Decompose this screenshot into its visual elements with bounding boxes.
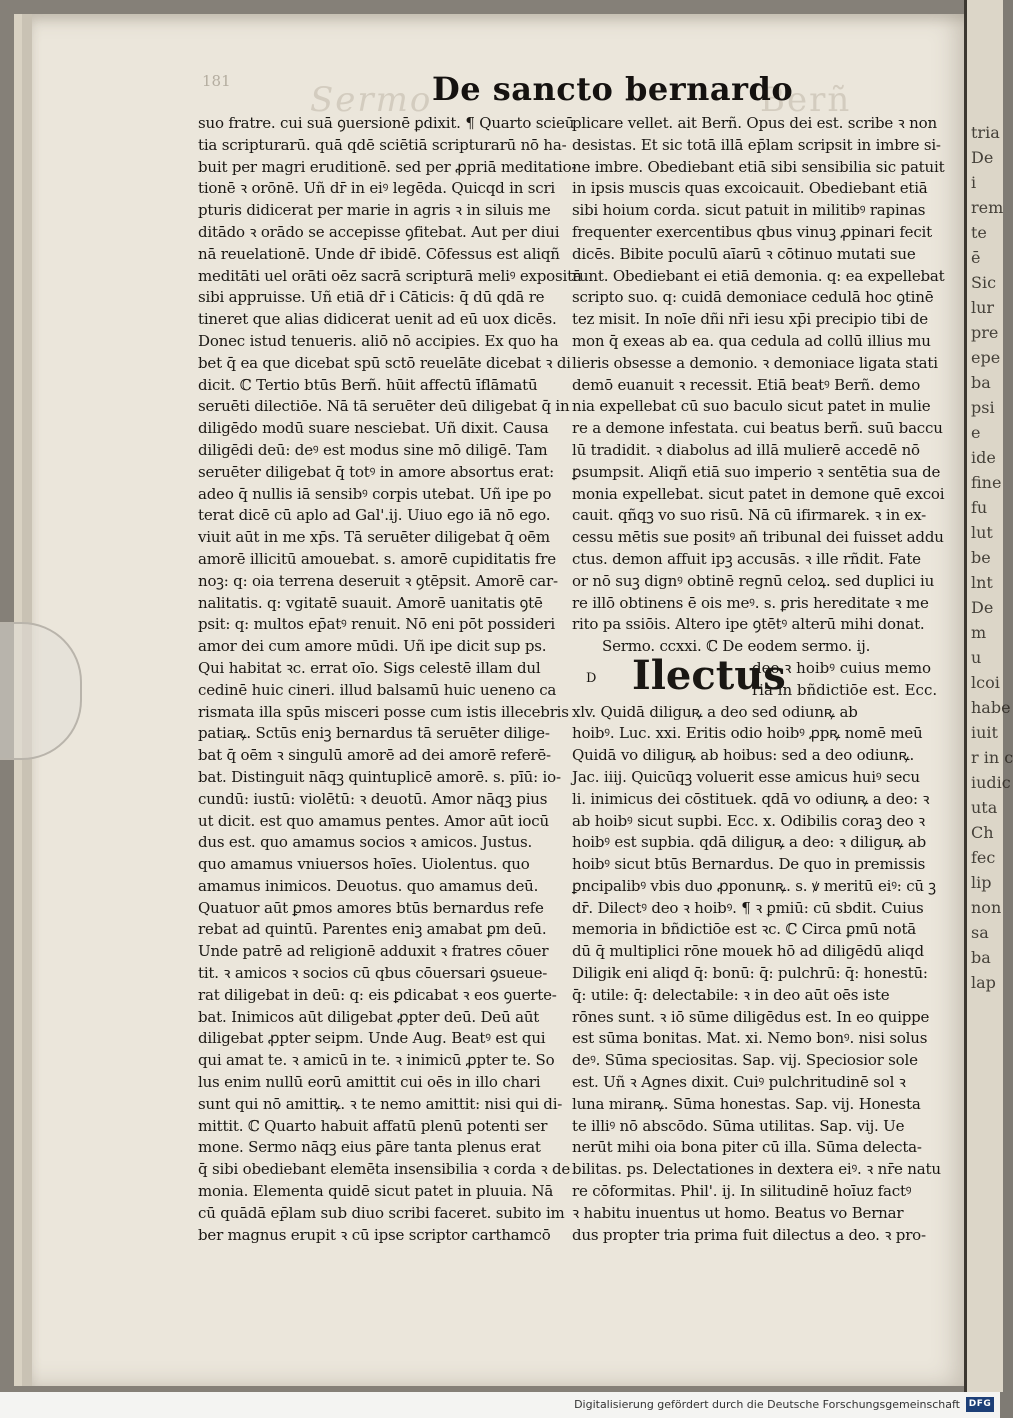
- next-page-fragment: ē: [971, 248, 981, 267]
- text-line: ne imbre. Obediebant etiā sibi sensibilia sic patuit: [572, 157, 945, 176]
- text-line: nalitatis. q: vgitatē suauit. Amorē uanitatis ꝯtē: [198, 593, 543, 612]
- text-line: te illiꝰ nō abscōdo. Sūma utilitas. Sap. vij. Ue: [572, 1116, 905, 1135]
- next-page-fragment: iudic: [971, 773, 1011, 792]
- text-line: re illō obtinens ē ois meꝰ. s. ꝑris hereditate ꝛ me: [572, 593, 929, 612]
- text-line: bilitas. ps. Delectationes in dextera eiꝰ. ꝛ nr̄e natu: [572, 1160, 941, 1179]
- dfg-logo: DFG: [966, 1397, 994, 1412]
- text-line: scripto suo. q: cuidā demoniace cedulā hoc ꝯtinē: [572, 288, 934, 307]
- text-line: ꝛ habitu inuentus ut homo. Beatus vo Bernar: [572, 1203, 904, 1222]
- text-line: demō euanuit ꝛ recessit. Etiā beatꝰ Berñ. demo: [572, 375, 921, 394]
- text-line: dū q̄ multiplici rōne mouek hō ad diligēdū aliqd: [572, 942, 924, 961]
- bleed-through-right: Berñ: [760, 80, 852, 120]
- text-line: dicit. ℂ Tertio btūs Berñ. hūit affectū īflāmatū: [198, 375, 538, 394]
- text-line: adeo q̄ nullis iā sensibꝰ corpis utebat. Uñ ipe po: [198, 484, 552, 503]
- initial-line-1: deo ꝛ hoibꝰ cuius memo: [752, 658, 932, 677]
- text-line: rebat ad quintū. Parentes eniꝫ amabat ꝑm deū.: [198, 920, 547, 939]
- text-line: ditādo ꝛ orādo se accepisse ꝯfitebat. Aut per diui: [198, 222, 560, 241]
- next-page-fragment: non: [971, 898, 1002, 917]
- text-line: xlv. Quidā diliguꝶ a deo sed odiunꝶ ab: [572, 702, 858, 721]
- text-line: diligēdi deū: deꝰ est modus sine mō diligē. Tam: [198, 440, 548, 459]
- text-line: or nō suꝫ dignꝰ obtinē regnū celoꝝ. sed duplici iu: [572, 571, 935, 590]
- text-line: dicēs. Bibite poculū aīarū ꝛ cōtinuo mutati sue: [572, 244, 916, 263]
- text-line: q̄: utile: q̄: delectabile: ꝛ in deo aūt oēs iste: [572, 985, 890, 1004]
- next-page-fragment: Ch: [971, 823, 994, 842]
- next-page-fragments: [967, 0, 1013, 995]
- text-line: viuit aūt in me xp̄s. Tā seruēter diligebat q̄ oēm: [198, 528, 550, 547]
- text-line: bat q̄ oēm ꝛ singulū amorē ad dei amorē referē-: [198, 746, 551, 765]
- text-line: est. Uñ ꝛ Agnes dixit. Cuiꝰ pulchritudinē sol ꝛ: [572, 1073, 906, 1092]
- next-page-fragment: pre: [971, 323, 999, 342]
- text-line: runt. Obediebant ei etiā demonia. q: ea expellebat: [572, 266, 945, 285]
- text-line: lus enim nullū eorū amittit cui oēs in illo chari: [198, 1073, 541, 1092]
- text-line: meditāti uel orāti oēz sacrā scripturā meliꝰ expositā: [198, 266, 582, 285]
- text-line: sunt qui nō amittiꝶ. ꝛ te nemo amittit: nisi qui di-: [198, 1094, 563, 1113]
- next-page-fragment: lut: [971, 523, 993, 542]
- next-page-fragment: iuit: [971, 723, 998, 742]
- next-page-fragment: u: [971, 648, 982, 667]
- next-page-fragment: i: [971, 173, 977, 192]
- text-line: patiaꝶ. Sctūs eniꝫ bernardus tā seruēter dilige-: [198, 724, 550, 743]
- text-line: rōnes sunt. ꝛ iō sūme diligēdus est. In eo quippe: [572, 1007, 930, 1026]
- next-page-fragment: fine: [971, 473, 1002, 492]
- next-page-fragment: habe: [971, 698, 1011, 717]
- text-line: desistas. Et sic totā illā ep̄lam scripsit in imbre si-: [572, 135, 941, 154]
- text-line: amor dei cum amore mūdi. Uñ ipe dicit sup ps.: [198, 637, 547, 656]
- text-line: hoibꝰ. Luc. xxi. Eritis odio hoibꝰ ꝓpꝶ nomē meū: [572, 724, 923, 743]
- text-line: ut dicit. est quo amamus pentes. Amor aūt iocū: [198, 811, 549, 830]
- next-page-fragment: epe: [971, 348, 1001, 367]
- next-page-fragment: m: [971, 623, 987, 642]
- text-line: hoibꝰ est supbia. qdā diliguꝶ a deo: ꝛ diliguꝶ ab: [572, 833, 927, 852]
- next-page-fragment: ba: [971, 948, 991, 967]
- text-line: ber magnus erupit ꝛ cū ipse scriptor carthamcō: [198, 1225, 551, 1244]
- bleed-through-heading: Sermo: [310, 80, 433, 120]
- next-page-fragment: ide: [971, 448, 996, 467]
- text-line: re a demone infestata. cui beatus berñ. suū baccu: [572, 419, 943, 438]
- next-page-fragment: fu: [971, 498, 988, 517]
- funding-notice: Digitalisierung gefördert durch die Deutsche Forschungsgemeinschaft: [574, 1398, 960, 1411]
- text-line: lieris obsesse a demonio. ꝛ demoniace ligata stati: [572, 353, 938, 372]
- text-line: rismata illa spūs misceri posse cum istis illecebris: [198, 702, 569, 721]
- text-line: deꝰ. Sūma speciositas. Sap. vij. Speciosior sole: [572, 1051, 918, 1070]
- text-line: in ipsis muscis quas excoicauit. Obediebant etiā: [572, 179, 928, 198]
- text-line: bet q̄ ea que dicebat spū sctō reuelāte dicebat ꝛ di: [198, 353, 571, 372]
- next-page-fragment: lap: [971, 973, 996, 992]
- text-line: bat. Inimicos aūt diligebat ꝓpter deū. Deū aūt: [198, 1007, 540, 1026]
- running-head: De sancto bernardo: [432, 70, 794, 108]
- text-line: seruēter diligebat q̄ totꝰ in amore absortus erat:: [198, 462, 555, 481]
- next-page-fragment: be: [971, 548, 991, 567]
- next-page-fragment: lcoi: [971, 673, 1000, 692]
- text-line: cessu mētis sue positꝰ añ tribunal dei fuisset addu: [572, 528, 944, 547]
- text-line: pturis didicerat per marie in agris ꝛ in siluis me: [198, 201, 551, 220]
- text-line: diligebat ꝓpter seipm. Unde Aug. Beatꝰ est qui: [198, 1029, 546, 1048]
- next-page-fragment: rem: [971, 198, 1004, 217]
- initial-paragraph-start: [572, 651, 940, 702]
- next-page-fragment: lnt: [971, 573, 993, 592]
- text-line: plicare vellet. ait Berñ. Opus dei est. scribe ꝛ non: [572, 114, 937, 132]
- text-line: cū quādā ep̄lam sub diuo scribi faceret. subito im: [198, 1203, 565, 1222]
- text-line: mon q̄ exeas ab ea. qua cedula ad collū illius mu: [572, 331, 931, 350]
- text-line: dus est. quo amamus socios ꝛ amicos. Justus.: [198, 833, 533, 852]
- text-line: mittit. ℂ Quarto habuit affatū plenū potenti ser: [198, 1116, 548, 1135]
- text-line: amorē illicitū amouebat. s. amorē cupiditatis fre: [198, 549, 556, 568]
- text-line: ꝑncipalibꝰ vbis duo ꝓponunꝶ. s. ꝟ meritū eiꝰ: cū ꝫ: [572, 876, 936, 895]
- right-text-column: [572, 113, 945, 1246]
- next-page-fragment: sa: [971, 923, 989, 942]
- text-line: memoria in bñdictiōe est ꝛc. ℂ Circa ꝑmū notā: [572, 920, 917, 939]
- text-line: diligēdo modū suare nesciebat. Uñ dixit. Causa: [198, 419, 549, 438]
- text-line: re cōformitas. Phil'. ij. In silitudinē hoīuz factꝰ: [572, 1182, 912, 1201]
- footer-bar: [0, 1392, 1000, 1418]
- text-line: Donec istud tenueris. aliō nō accipies. Ex quo ha: [198, 331, 559, 350]
- text-line: li. inimicus dei cōstituek. qdā vo odiunꝶ a deo: ꝛ: [572, 789, 930, 808]
- text-line: tit. ꝛ amicos ꝛ socios cū qbus cōuersari ꝯsueue-: [198, 964, 548, 983]
- text-line: Diligik eni aliqd q̄: bonū: q̄: pulchrū: q̄: honestū:: [572, 964, 928, 983]
- text-line: lū tradidit. ꝛ diabolus ad illā mulierē accedē nō: [572, 440, 920, 459]
- text-line: tez misit. In noīe dñi nr̄i iesu xp̄i precipio tibi de: [572, 310, 928, 329]
- text-line: frequenter exercentibus qbus vinuꝫ ꝓpinari fecit: [572, 222, 932, 241]
- right-column-top: [572, 113, 945, 636]
- text-line: nā reuelationē. Unde dr̄ ibidē. Cōfessus est aliqñ: [198, 244, 560, 263]
- text-line: suo fratre. cui suā ꝯuersionē ꝑdixit. ¶ Quarto scieū: [198, 114, 575, 132]
- text-line: cundū: iustū: violētū: ꝛ deuotū. Amor nāqꝫ pius: [198, 789, 548, 808]
- text-line: hoibꝰ sicut btūs Bernardus. De quo in premissis: [572, 855, 926, 874]
- text-line: est sūma bonitas. Mat. xi. Nemo bonꝰ. nisi solus: [572, 1029, 928, 1048]
- text-line: q̄ sibi obediebant elemēta insensibilia ꝛ corda ꝛ de: [198, 1160, 571, 1179]
- text-line: ꝑsumpsit. Aliqñ etiā suo imperio ꝛ sentētia sua de: [572, 462, 941, 481]
- next-page-fragment: De: [971, 148, 994, 167]
- right-column-bottom: [572, 702, 940, 1247]
- folio-number: 181: [202, 72, 231, 90]
- text-line: psit: q: multos ep̄atꝰ renuit. Nō eni pōt possideri: [198, 615, 555, 634]
- next-page-fragment: Sic: [971, 273, 997, 292]
- text-line: Jac. iiij. Quicūqꝫ voluerit esse amicus huiꝰ secu: [572, 767, 920, 786]
- text-line: sibi hoium corda. sicut patuit in militibꝰ rapinas: [572, 201, 926, 220]
- decorated-initial: Ilectus: [632, 651, 786, 699]
- text-line: Quidā vo diliguꝶ ab hoibus: sed a deo odiunꝶ.: [572, 746, 915, 765]
- text-line: rito pa ssiōis. Altero ipe ꝯtētꝰ alterū mihi donat.: [572, 615, 925, 634]
- next-page-fragment: lip: [971, 873, 992, 892]
- text-line: seruēti dilectiōe. Nā tā seruēter deū diligebat q̄ in: [198, 397, 570, 416]
- next-page-fragment: fec: [971, 848, 996, 867]
- text-line: Unde patrē ad religionē adduxit ꝛ fratres cōuer: [198, 942, 549, 961]
- sermo-heading: Sermo. ccxxi. ℂ De eodem sermo. ij.: [602, 637, 871, 656]
- text-line: monia. Elementa quidē sicut patet in pluuia. Nā: [198, 1182, 554, 1201]
- text-line: terat dicē cū aplo ad Gal'.ij. Uiuo ego iā nō ego.: [198, 506, 551, 525]
- text-line: dus propter tria prima fuit dilectus a deo. ꝛ pro-: [572, 1225, 926, 1244]
- next-page-fragment: tria: [971, 123, 1000, 142]
- initial-line-2: ria in bñdictiōe est. Ecc.: [752, 680, 938, 699]
- text-line: sibi appruisse. Uñ etiā dr̄ i Cāticis: q̄ dū qdā re: [198, 288, 545, 307]
- next-page-fragment: psi: [971, 398, 995, 417]
- text-line: tionē ꝛ orōnē. Uñ dr̄ in eiꝰ legēda. Quicqd in scri: [198, 179, 556, 198]
- next-page-fragment: e: [971, 423, 981, 442]
- text-line: cauit. qñqꝫ vo suo risū. Nā cū ifirmarek. ꝛ in ex-: [572, 506, 927, 525]
- text-line: Qui habitat ꝛc. errat oīo. Sigs celestē illam dul: [198, 658, 541, 677]
- text-line: buit per magri eruditionē. sed per ꝓpriā meditatio-: [198, 157, 577, 176]
- text-line: rat diligebat in deū: q: eis ꝑdicabat ꝛ eos ꝯuerte-: [198, 985, 557, 1004]
- text-line: tia scripturarū. quā qdē sciētiā scripturarū nō ha-: [198, 135, 567, 154]
- text-line: nia expellebat cū suo baculo sicut patet in mulie: [572, 397, 931, 416]
- text-line: Quatuor aūt ꝑmos amores btūs bernardus refe: [198, 898, 544, 917]
- text-line: quo amamus vniuersos hoīes. Uiolentus. quo: [198, 855, 530, 874]
- text-line: bat. Distinguit nāqꝫ quintuplicē amorē. s. pīū: io-: [198, 767, 561, 786]
- text-line: cedinē huic cineri. illud balsamū huic ueneno ca: [198, 680, 557, 699]
- text-line: monia expellebat. sicut patet in demone quē excoi: [572, 484, 945, 503]
- text-line: luna miranꝶ. Sūma honestas. Sap. vij. Honesta: [572, 1094, 921, 1113]
- text-line: noꝫ: q: oia terrena deseruit ꝛ ꝯtēpsit. Amorē car-: [198, 571, 558, 590]
- text-line: nerūt mihi oia bona piter cū illa. Sūma delecta-: [572, 1138, 922, 1157]
- next-page-edge: [964, 0, 1013, 1392]
- next-page-fragment: De: [971, 598, 994, 617]
- left-text-column: [198, 113, 582, 1246]
- text-line: tineret que alias didicerat uenit ad eū uox dicēs.: [198, 310, 557, 329]
- text-line: amamus inimicos. Deuotus. quo amamus deū.: [198, 876, 539, 895]
- next-page-fragment: lur: [971, 298, 995, 317]
- guide-letter: D: [586, 670, 597, 686]
- text-line: dr̄. Dilectꝰ deo ꝛ hoibꝰ. ¶ ꝛ ꝑmiū: cū sbdit. Cuius: [572, 898, 924, 917]
- next-page-fragment: ba: [971, 373, 991, 392]
- text-line: ab hoibꝰ sicut supbi. Ecc. x. Odibilis coraꝫ deo ꝛ: [572, 811, 925, 830]
- text-line: mone. Sermo nāqꝫ eius ꝑāre tanta plenus erat: [198, 1138, 541, 1157]
- text-line: qui amat te. ꝛ amicū in te. ꝛ inimicū ꝓpter te. So: [198, 1051, 555, 1070]
- next-page-fragment: te: [971, 223, 987, 242]
- text-line: ctus. demon affuit ipꝫ accusās. ꝛ ille rñdit. Fate: [572, 549, 921, 568]
- next-page-fragment: uta: [971, 798, 998, 817]
- next-page-fragment: r in c: [971, 748, 1013, 767]
